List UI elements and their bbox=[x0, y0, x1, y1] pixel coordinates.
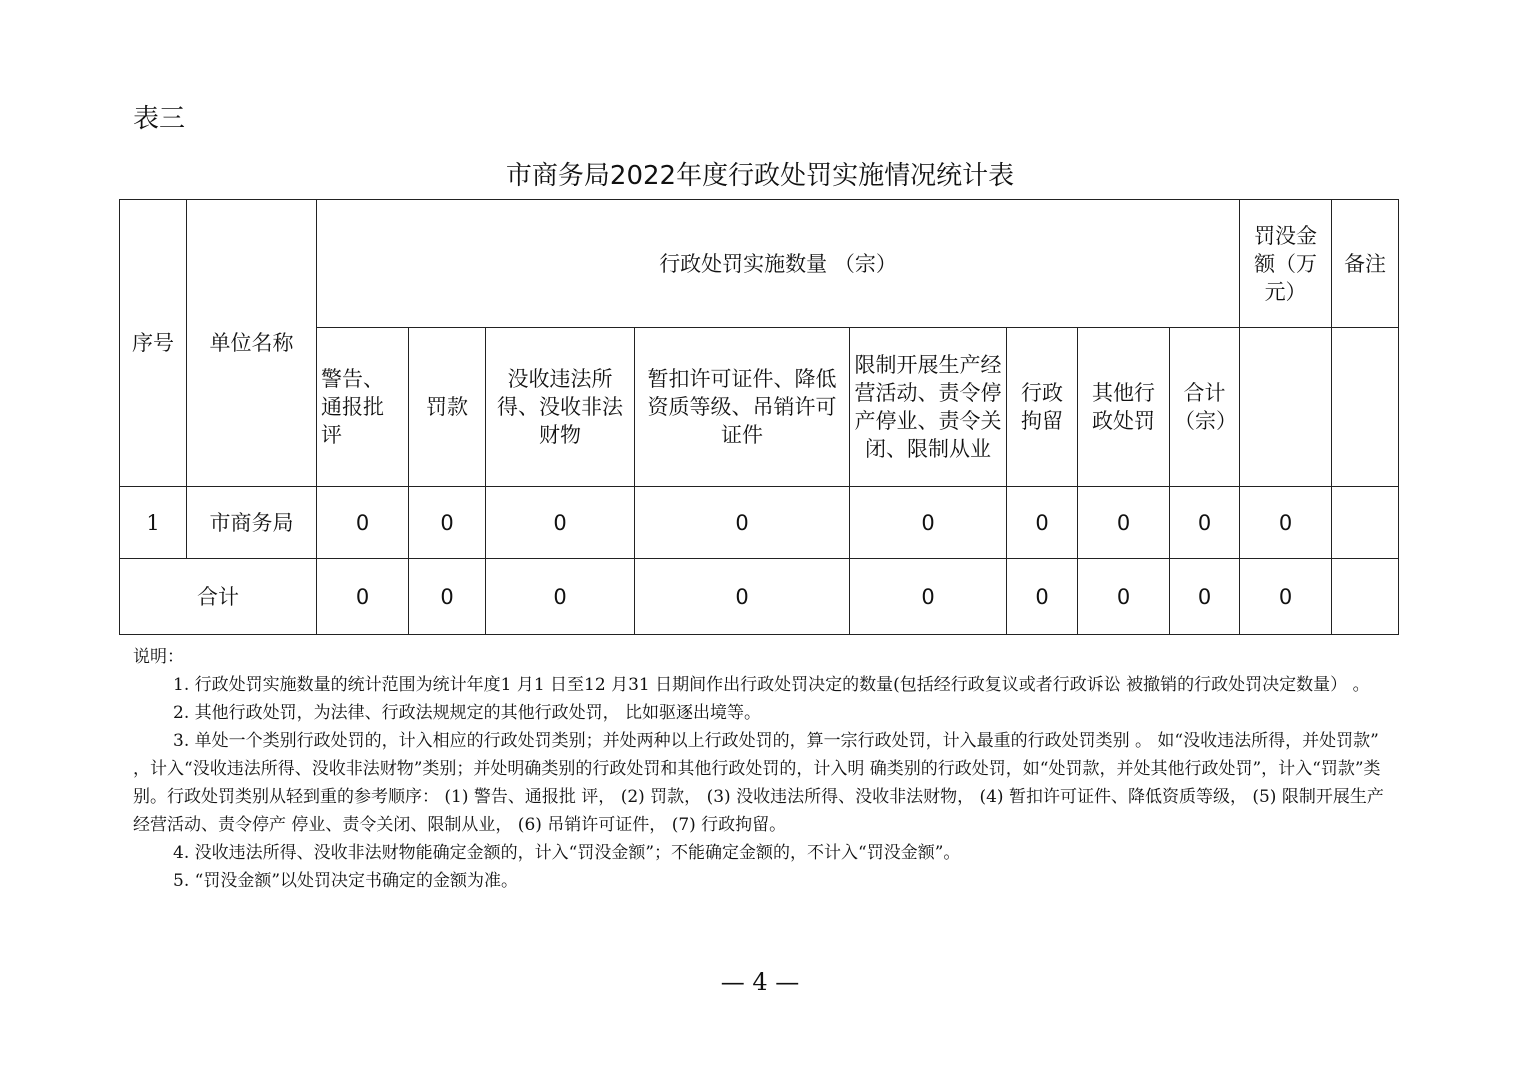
row-value: 0 bbox=[317, 487, 409, 559]
header-other-penalty: 其他行政处罚 bbox=[1078, 328, 1170, 487]
row-value: 0 bbox=[1240, 487, 1332, 559]
page-number: — 4 — bbox=[720, 968, 800, 996]
notes-heading: 说明： bbox=[133, 647, 184, 667]
total-value: 0 bbox=[317, 559, 409, 635]
row-value: 0 bbox=[850, 487, 1007, 559]
total-value: 0 bbox=[1240, 559, 1332, 635]
header-license-suspension: 暂扣许可证件、降低资质等级、吊销许可证件 bbox=[635, 328, 850, 487]
note-item: 4. 没收违法所得、没收非法财物能确定金额的，计入“罚没金额”；不能确定金额的，不计入“罚没金额”。 bbox=[173, 843, 961, 863]
row-value: 0 bbox=[1078, 487, 1170, 559]
header-confiscation: 没收违法所得、没收非法财物 bbox=[486, 328, 635, 487]
row-unit: 市商务局 bbox=[187, 487, 317, 559]
note-item: 3. 单处一个类别行政处罚的，计入相应的行政处罚类别；并处两种以上行政处罚的，算一宗行政处罚，计入最重的行政处罚类别 。 如“没收违法所得，并处罚款” ，计入“没收违法所得、没收非法财物”类别；并处明确类别的行政处罚和其他行政处罚的，计入明 确类别的行政处罚，如“处罚款，并处其他行政处罚”，计入“罚款”类别。行政处罚类别从轻到重的参考顺序： (1) 警告、通报批 评， (2) 罚款， (3) 没收违法所得、没收非法财物， (4) 暂扣许可证件、降低资质等级， (5) 限制开展生产经营活动、责令停产 停业、责令关闭、限制从业， (6) 吊销许可证件， (7) 行政拘留。 bbox=[133, 731, 1384, 835]
note-item: 5. “罚没金额”以处罚决定书确定的金额为准。 bbox=[173, 871, 519, 891]
row-value: 0 bbox=[409, 487, 486, 559]
header-index: 序号 bbox=[120, 200, 187, 487]
notes-section bbox=[133, 643, 1398, 895]
penalty-stats-table bbox=[119, 199, 1399, 635]
row-value: 0 bbox=[1007, 487, 1078, 559]
total-label: 合计 bbox=[120, 559, 317, 635]
total-value: 0 bbox=[635, 559, 850, 635]
total-remark bbox=[1332, 559, 1399, 635]
header-warning: 警告、通报批评 bbox=[317, 328, 409, 487]
row-remark bbox=[1332, 487, 1399, 559]
total-row bbox=[120, 559, 1399, 635]
header-fine-amount: 罚没金额（万元） bbox=[1240, 200, 1332, 328]
row-value: 0 bbox=[1170, 487, 1240, 559]
table-row bbox=[120, 487, 1399, 559]
header-unit-name: 单位名称 bbox=[187, 200, 317, 487]
header-business-restriction: 限制开展生产经营活动、责令停产停业、责令关闭、限制从业 bbox=[850, 328, 1007, 487]
total-value: 0 bbox=[486, 559, 635, 635]
row-value: 0 bbox=[635, 487, 850, 559]
header-fine: 罚款 bbox=[409, 328, 486, 487]
header-remark: 备注 bbox=[1332, 200, 1399, 328]
header-detention: 行政拘留 bbox=[1007, 328, 1078, 487]
header-fine-amount-empty bbox=[1240, 328, 1332, 487]
row-value: 0 bbox=[486, 487, 635, 559]
note-item: 2. 其他行政处罚，为法律、行政法规规定的其他行政处罚， 比如驱逐出境等。 bbox=[173, 703, 762, 723]
total-value: 0 bbox=[1007, 559, 1078, 635]
header-subtotal: 合计（宗） bbox=[1170, 328, 1240, 487]
header-remark-empty bbox=[1332, 328, 1399, 487]
document-title: 市商务局2022年度行政处罚实施情况统计表 bbox=[505, 161, 1015, 191]
total-value: 0 bbox=[1078, 559, 1170, 635]
note-item: 1. 行政处罚实施数量的统计范围为统计年度1 月1 日至12 月31 日期间作出行政处罚决定的数量(包括经行政复议或者行政诉讼 被撤销的行政处罚决定数量） 。 bbox=[173, 675, 1370, 695]
total-value: 0 bbox=[850, 559, 1007, 635]
total-value: 0 bbox=[1170, 559, 1240, 635]
table-label: 表三 bbox=[133, 104, 186, 134]
header-penalty-count-group: 行政处罚实施数量 （宗） bbox=[317, 200, 1240, 328]
total-value: 0 bbox=[409, 559, 486, 635]
row-index: 1 bbox=[120, 487, 187, 559]
